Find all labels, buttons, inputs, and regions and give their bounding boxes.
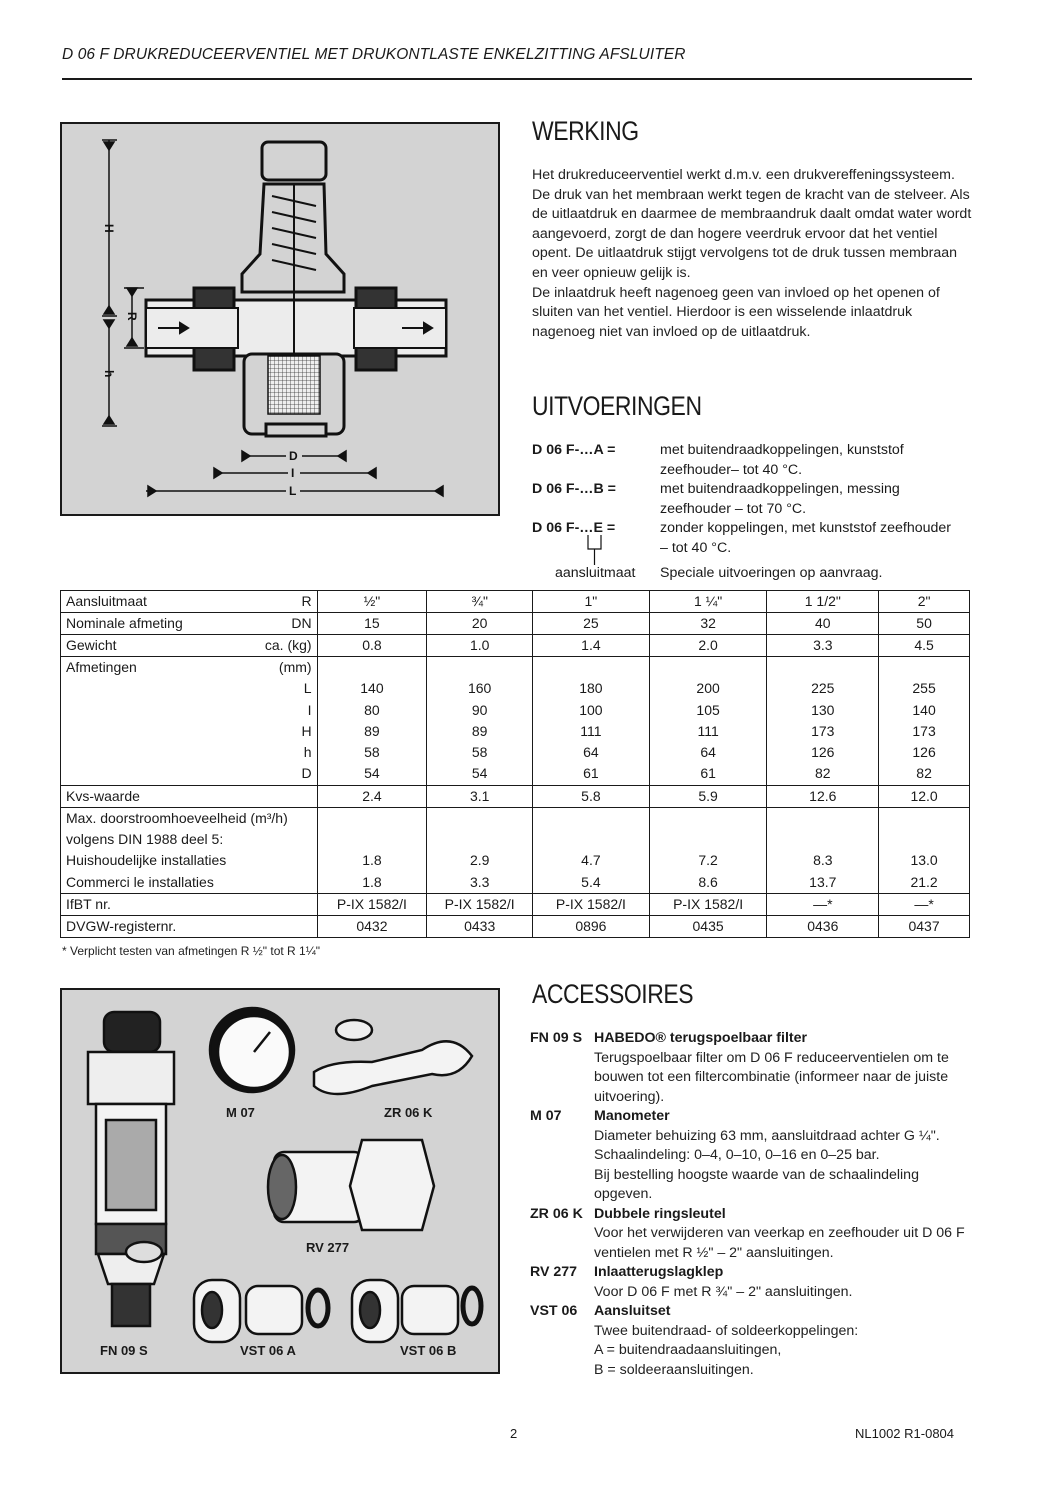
table-row-aansluitmaat [61,591,970,613]
valve-diagram-icon [62,124,498,514]
accessory-text: Bij bestelling hoogste waarde van de schaalindeling opgeven. [594,1166,919,1202]
werking-heading: WERKING [532,116,639,146]
row-label: Commerci le installaties [66,873,214,890]
table-cell: 140 80 89 58 54 [317,657,427,786]
row-label: Nominale afmeting [66,615,183,631]
label-vst06a: VST 06 A [240,1343,296,1358]
accessory-title: Aansluitset [594,1303,671,1319]
accessory-text: Schaalindeling: 0–4, 0–10, 0–16 en 0–25 bar. [594,1147,880,1163]
table-cell: 200 105 111 64 61 [649,657,767,786]
accessory-code: RV 277 [530,1264,578,1280]
accessoires-heading: ACCESSOIRES [532,979,694,1009]
accessory-text: Twee buitendraad- of soldeerkoppelingen: [594,1322,859,1339]
table-cell: 12.0 [879,785,970,807]
table-cell: —* [879,893,970,915]
label-zr06k: ZR 06 K [384,1105,433,1120]
table-footnote: * Verplicht testen van afmetingen R ½" tot R 1¼" [62,944,320,958]
table-cell: 25 [533,613,650,635]
accessory-zr06k [530,1205,975,1264]
aansluitmaat-label: aansluitmaat [555,565,636,581]
table-cell: 180 100 111 64 61 [533,657,650,786]
variant-code: D 06 F-…B = [532,481,616,497]
bracket-icon [585,533,605,567]
table-cell: P-IX 1582/I [427,893,533,915]
table-cell: 4.7 5.4 [533,807,650,893]
svg-text:h: h [102,370,116,378]
row-label: DVGW-registernr. [66,917,177,934]
table-cell: 50 [879,613,970,635]
accessory-text: B = soldeeraansluitingen. [594,1361,754,1378]
table-cell: 0437 [879,915,970,937]
svg-text:H: H [102,224,116,233]
table-cell: 3.3 [767,635,879,657]
accessory-rv277 [530,1263,975,1302]
variant-desc: met buitendraadkoppelingen, messing zeefhouder – tot 70 °C. [660,481,900,517]
svg-text:L: L [289,484,297,498]
sub-label: D [301,765,312,782]
svg-text:I: I [291,466,295,480]
table-cell: 0.8 [317,635,427,657]
table-cell: P-IX 1582/I [317,893,427,915]
svg-text:R: R [125,312,139,321]
row-unit: DN [291,615,312,631]
uitvoeringen-heading: UITVOERINGEN [532,391,702,421]
table-cell: 0433 [427,915,533,937]
variant-code: D 06 F-…E = [532,520,616,536]
table-row-kvs [61,785,970,807]
label-fn09s: FN 09 S [100,1343,148,1358]
table-cell: 255 140 173 126 82 [879,657,970,786]
row-label: Afmetingen [66,659,137,675]
table-cell: 2.9 3.3 [427,807,533,893]
table-cell: 20 [427,613,533,635]
accessory-text: Terugspoelbaar filter om D 06 F reduceerventielen om te bouwen tot een filtercombinatie (informeer naar de juiste uitvoering). [594,1049,949,1105]
accessory-title: HABEDO® terugspoelbaar filter [594,1030,808,1046]
page-number: 2 [510,1426,518,1441]
table-cell: 12.6 [767,785,879,807]
table-row-doorstroom [61,807,970,893]
accessories-illustration-icon [62,990,498,1372]
accessory-code: FN 09 S [530,1030,583,1046]
table-row-ifbt [61,893,970,915]
row-label: Max. doorstroomhoeveelheid (m³/h) [66,809,288,826]
sub-label: L [303,680,312,697]
table-cell: 2" [879,591,970,613]
werking-text [532,166,972,342]
accessory-code: M 07 [530,1108,562,1124]
table-cell: 225 130 173 126 82 [767,657,879,786]
table-cell: 8.3 13.7 [767,807,879,893]
table-cell: ½" [317,591,427,613]
row-label: Kvs-waarde [66,787,140,804]
label-rv277: RV 277 [306,1240,350,1255]
table-cell: 1.4 [533,635,650,657]
document-title: D 06 F DRUKREDUCEERVENTIEL MET DRUKONTLASTE ENKELZITTING AFSLUITER [62,46,686,63]
table-row-afmetingen [61,657,970,786]
table-cell: 2.0 [649,635,767,657]
row-label: volgens DIN 1988 deel 5: [66,831,224,848]
row-unit: ca. (kg) [264,637,312,653]
row-label: Huishoudelijke installaties [66,852,227,869]
table-cell: ¾" [427,591,533,613]
accessory-title: Dubbele ringsleutel [594,1205,726,1222]
sub-label: H [301,722,312,739]
table-cell: 0436 [767,915,879,937]
table-cell: 40 [767,613,879,635]
specification-table [60,590,970,938]
header-rule [62,78,972,80]
table-cell: 7.2 8.6 [649,807,767,893]
accessory-vst06 [530,1302,975,1380]
valve-cross-section-figure [60,122,500,516]
accessory-title: Inlaatterugslagklep [594,1264,724,1280]
accessories-figure [60,988,500,1374]
werking-paragraph-2: De inlaatdruk heeft nagenoeg geen van invloed op het openen of sluiten van het ventiel. Hierdoor is een wisselende inlaatdruk nagenoeg niet van invloed op de uitlaatdruk. [532,284,940,340]
table-cell: 0896 [533,915,650,937]
table-cell: 5.8 [533,785,650,807]
table-row-gewicht [61,635,970,657]
table-cell: 4.5 [879,635,970,657]
sub-label: I [307,701,312,718]
variant-code: D 06 F-…A = [532,442,616,458]
accessory-m07 [530,1107,975,1205]
table-cell: 0432 [317,915,427,937]
table-cell: —* [767,893,879,915]
variant-desc: met buitendraadkoppelingen, kunststof zeefhouder– tot 40 °C. [660,442,904,478]
werking-paragraph-1: Het drukreduceerventiel werkt d.m.v. een drukvereffeningssysteem. De druk van het membraan werkt tegen de kracht van de stelveer. Als de uitlaatdruk en daarmee de membraandruk daalt omdat water wordt aangevoerd, zorgt de dan hogere veerdruk ervoor dat het ventiel opent. De uitlaatdruk stijgt vervolgens tot de druk tussen membraan en veer opnieuw gelijk is. [532,167,972,281]
svg-text:D: D [289,449,298,463]
table-cell: 1.8 1.8 [317,807,427,893]
accessory-code: VST 06 [530,1303,578,1319]
accessory-title: Manometer [594,1108,670,1124]
table-cell: 3.1 [427,785,533,807]
table-cell: 1 1/2" [767,591,879,613]
label-m07: M 07 [226,1105,255,1120]
row-unit: (mm) [278,659,312,675]
table-cell: 1 ¼" [649,591,767,613]
table-cell: P-IX 1582/I [533,893,650,915]
table-cell: 5.9 [649,785,767,807]
label-vst06b: VST 06 B [400,1343,457,1358]
table-cell: 32 [649,613,767,635]
special-note: Speciale uitvoeringen op aanvraag. [660,565,883,581]
table-cell: 1.0 [427,635,533,657]
document-code: NL1002 R1-0804 [855,1426,955,1441]
variant-desc: zonder koppelingen, met kunststof zeefhouder – tot 40 °C. [660,520,952,556]
table-row-dvgw [61,915,970,937]
accessory-text: Diameter behuizing 63 mm, aansluitdraad achter G ¼". [594,1127,940,1144]
table-cell: 13.0 21.2 [879,807,970,893]
row-label: Gewicht [66,637,117,653]
accessory-text: Voor het verwijderen van veerkap en zeefhouder uit D 06 F ventielen met R ½" – 2" aansluitingen. [594,1225,965,1261]
table-cell: 160 90 89 58 54 [427,657,533,786]
row-unit: R [301,593,312,609]
sub-label: h [303,744,312,761]
accessory-fn09s [530,1029,975,1107]
table-cell: 1" [533,591,650,613]
table-cell: 2.4 [317,785,427,807]
table-cell: P-IX 1582/I [649,893,767,915]
table-cell: 15 [317,613,427,635]
table-row-nominale [61,613,970,635]
table-cell: 0435 [649,915,767,937]
accessory-text: A = buitendraadaansluitingen, [594,1342,782,1358]
row-label: IfBT nr. [66,895,111,912]
accessories-list [530,1029,975,1380]
accessory-text: Voor D 06 F met R ¾" – 2" aansluitingen. [594,1283,853,1300]
accessory-code: ZR 06 K [530,1205,583,1222]
row-label: Aansluitmaat [66,593,147,609]
